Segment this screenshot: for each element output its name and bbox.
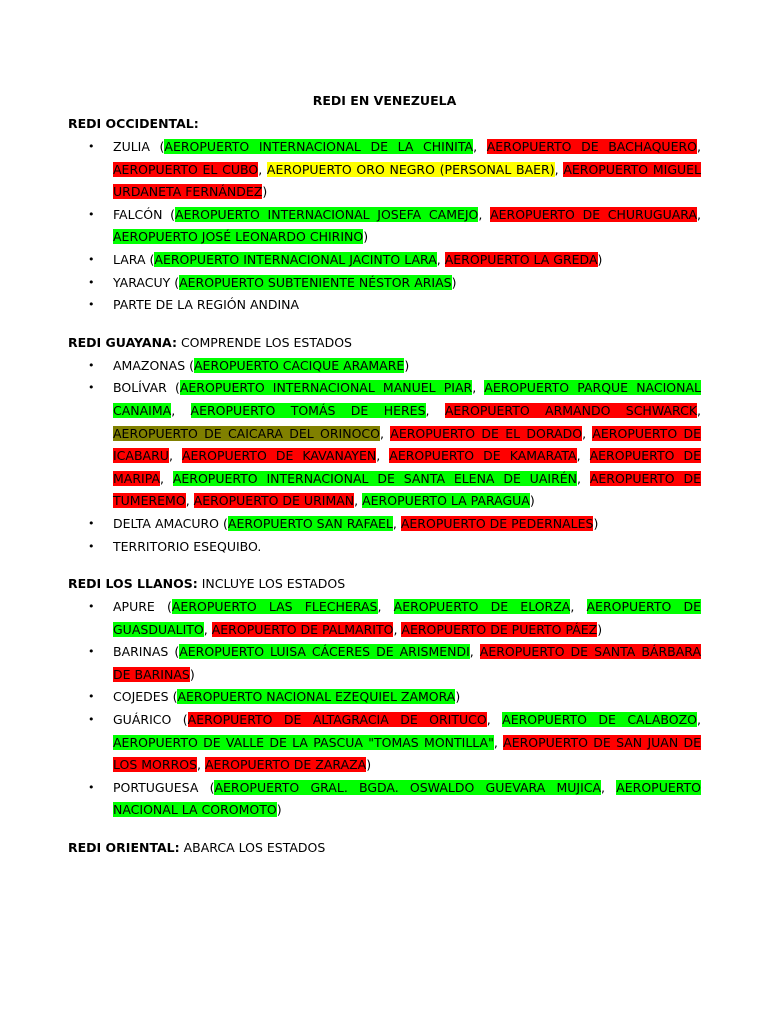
- state-name: BARINAS: [113, 644, 169, 660]
- airport-name: AEROPUERTO INTERNACIONAL JOSEFA CAMEJO: [175, 206, 479, 222]
- airport-name: AEROPUERTO SAN RAFAEL: [227, 515, 393, 531]
- airport-name: AEROPUERTO NACIONAL LA COROMOTO: [113, 779, 701, 818]
- airport-name: AEROPUERTO DE PALMARITO: [211, 621, 394, 637]
- airport-name: AEROPUERTO INTERNACIONAL DE SANTA ELENA DE UAIRÉN: [172, 470, 577, 486]
- state-list-item: • AMAZONAS (AEROPUERTO CACIQUE ARAMARE): [68, 355, 701, 378]
- section-heading: [68, 839, 701, 856]
- airport-name: AEROPUERTO LAS FLECHERAS: [171, 599, 378, 615]
- airport-name: AEROPUERTO SUBTENIENTE NÉSTOR ARIAS: [179, 274, 452, 290]
- airport-name: AEROPUERTO DE ELORZA: [393, 599, 571, 615]
- bullet-icon: •: [88, 645, 95, 659]
- state-name: GUÁRICO: [113, 712, 172, 728]
- airport-name: AEROPUERTO LUISA CÁCERES DE ARISMENDI: [179, 644, 470, 660]
- section-heading: [68, 575, 701, 592]
- airport-name: AEROPUERTO DE BACHAQUERO: [486, 139, 698, 154]
- state-list-item: • LARA (AEROPUERTO INTERNACIONAL JACINTO LARA, AEROPUERTO LA GREDA): [68, 249, 701, 272]
- bullet-icon: •: [88, 539, 95, 553]
- bullet-icon: •: [88, 780, 95, 794]
- state-list-item: • YARACUY (AEROPUERTO SUBTENIENTE NÉSTOR ARIAS): [68, 272, 701, 295]
- airport-name: AEROPUERTO DE CHURUGUARA: [490, 206, 698, 222]
- section-heading-subtitle: COMPRENDE LOS ESTADOS: [180, 334, 352, 350]
- state-list: [68, 355, 701, 558]
- airport-name: AEROPUERTO DE VALLE DE LA PASCUA "TOMAS MONTILLA": [113, 734, 494, 750]
- state-name: AMAZONAS: [113, 357, 186, 373]
- state-list-item: • COJEDES (AEROPUERTO NACIONAL EZEQUIEL ZAMORA): [68, 686, 701, 709]
- airport-name: AEROPUERTO DE MARIPA: [113, 448, 701, 486]
- airport-name: AEROPUERTO DE PEDERNALES: [400, 515, 594, 531]
- airport-name: AEROPUERTO DE PUERTO PÁEZ: [401, 621, 598, 637]
- section-heading-label: REDI ORIENTAL:: [68, 840, 180, 856]
- state-list: [68, 136, 701, 317]
- airport-name: AEROPUERTO INTERNACIONAL DE LA CHINITA: [164, 139, 474, 154]
- section-heading-subtitle: ABARCA LOS ESTADOS: [183, 840, 326, 856]
- airport-name: AEROPUERTO INTERNACIONAL MANUEL PIAR: [179, 380, 473, 396]
- airport-name: AEROPUERTO DE ALTAGRACIA DE ORITUCO: [187, 712, 487, 728]
- airport-name: AEROPUERTO DE CAICARA DEL ORINOCO: [113, 425, 380, 441]
- bullet-icon: •: [88, 140, 95, 153]
- state-list-item: • DELTA AMACURO (AEROPUERTO SAN RAFAEL, AEROPUERTO DE PEDERNALES): [68, 513, 701, 536]
- redi-section: [68, 334, 701, 558]
- state-name: PARTE DE LA REGIÓN ANDINA: [113, 297, 300, 313]
- airport-name: AEROPUERTO JOSÉ LEONARDO CHIRINO: [113, 229, 364, 245]
- bullet-icon: •: [88, 275, 95, 289]
- airport-name: AEROPUERTO DE SAN JUAN DE LOS MORROS: [113, 734, 702, 773]
- state-name: LARA: [113, 251, 146, 267]
- state-list-item: • GUÁRICO (AEROPUERTO DE ALTAGRACIA DE ORITUCO, AEROPUERTO DE CALABOZO, AEROPUERTO DE VALLE DE LA PASCUA "TOMAS MONTILLA", AEROPUERTO DE SAN JUAN DE LOS MORROS, AEROPUERTO DE ZARAZA): [68, 709, 701, 777]
- airport-name: AEROPUERTO CACIQUE ARAMARE: [194, 357, 405, 373]
- state-name: FALCÓN: [113, 206, 163, 222]
- airport-name: AEROPUERTO ORO NEGRO (PERSONAL BAER): [266, 161, 555, 177]
- bullet-icon: •: [88, 690, 95, 704]
- airport-name: AEROPUERTO INTERNACIONAL JACINTO LARA: [154, 251, 437, 267]
- document-page: [68, 92, 701, 873]
- bullet-icon: •: [88, 358, 95, 372]
- airport-name: AEROPUERTO DE CALABOZO: [502, 712, 698, 728]
- airport-name: AEROPUERTO LA PARAGUA: [362, 493, 530, 509]
- section-heading-label: REDI GUAYANA:: [68, 334, 177, 350]
- state-list-item: • FALCÓN (AEROPUERTO INTERNACIONAL JOSEFA CAMEJO, AEROPUERTO DE CHURUGUARA, AEROPUERTO JOSÉ LEONARDO CHIRINO): [68, 204, 701, 249]
- state-name: PORTUGUESA: [113, 779, 199, 795]
- bullet-icon: •: [88, 381, 95, 395]
- airport-name: AEROPUERTO TOMÁS DE HERES: [190, 402, 426, 418]
- airport-name: AEROPUERTO EL CUBO: [113, 161, 259, 177]
- airport-name: AEROPUERTO DE GUASDUALITO: [113, 599, 701, 637]
- state-list-item: • BARINAS (AEROPUERTO LUISA CÁCERES DE ARISMENDI, AEROPUERTO DE SANTA BÁRBARA DE BARINAS): [68, 641, 701, 686]
- airport-name: AEROPUERTO DE TUMEREMO: [113, 470, 701, 509]
- state-list: [68, 596, 701, 822]
- bullet-icon: •: [88, 600, 95, 614]
- state-name: BOLÍVAR: [113, 380, 167, 396]
- state-list-item: • ZULIA (AEROPUERTO INTERNACIONAL DE LA CHINITA, AEROPUERTO DE BACHAQUERO, AEROPUERTO EL CUBO, AEROPUERTO ORO NEGRO (PERSONAL BAER), AEROPUERTO MIGUEL URDANETA FERNÁNDEZ): [68, 136, 701, 204]
- airport-name: AEROPUERTO MIGUEL URDANETA FERNÁNDEZ: [113, 161, 702, 200]
- airport-name: AEROPUERTO DE SANTA BÁRBARA DE BARINAS: [113, 644, 702, 682]
- state-name: ZULIA: [113, 139, 150, 154]
- airport-name: AEROPUERTO DE EL DORADO: [390, 425, 583, 441]
- bullet-icon: •: [88, 252, 95, 266]
- state-name: TERRITORIO ESEQUIBO.: [113, 538, 262, 554]
- state-name: DELTA AMACURO: [113, 515, 220, 531]
- bullet-icon: •: [88, 516, 95, 530]
- section-heading-label: REDI OCCIDENTAL:: [68, 116, 199, 131]
- sections-container: [68, 115, 701, 856]
- section-heading: [68, 115, 701, 132]
- state-name: COJEDES: [113, 689, 169, 705]
- redi-section: [68, 839, 701, 856]
- state-name: APURE: [113, 599, 155, 615]
- airport-name: AEROPUERTO DE ICABARU: [113, 425, 701, 464]
- airport-name: AEROPUERTO PARQUE NACIONAL CANAIMA: [113, 380, 701, 418]
- bullet-icon: •: [88, 713, 95, 727]
- section-heading-subtitle: INCLUYE LOS ESTADOS: [201, 576, 346, 592]
- redi-section: [68, 115, 701, 317]
- redi-section: [68, 575, 701, 822]
- airport-name: AEROPUERTO DE KAVANAYEN: [181, 448, 377, 464]
- bullet-icon: •: [88, 298, 95, 312]
- airport-name: AEROPUERTO LA GREDA: [444, 251, 598, 267]
- section-heading: [68, 334, 701, 351]
- airport-name: AEROPUERTO GRAL. BGDA. OSWALDO GUEVARA MUJICA: [214, 779, 602, 795]
- document-title: REDI EN VENEZUELA: [312, 93, 457, 108]
- state-list-item: [68, 294, 701, 317]
- airport-name: AEROPUERTO NACIONAL EZEQUIEL ZAMORA: [177, 689, 456, 705]
- airport-name: AEROPUERTO DE URIMAN: [193, 493, 355, 509]
- state-list-item: • APURE (AEROPUERTO LAS FLECHERAS, AEROPUERTO DE ELORZA, AEROPUERTO DE GUASDUALITO, AEROPUERTO DE PALMARITO, AEROPUERTO DE PUERTO PÁEZ): [68, 596, 701, 641]
- section-heading-label: REDI LOS LLANOS:: [68, 576, 198, 592]
- state-list-item: [68, 536, 701, 559]
- bullet-icon: •: [88, 207, 95, 221]
- airport-name: AEROPUERTO ARMANDO SCHWARCK: [444, 402, 698, 418]
- state-list-item: • BOLÍVAR (AEROPUERTO INTERNACIONAL MANUEL PIAR, AEROPUERTO PARQUE NACIONAL CANAIMA, AEROPUERTO TOMÁS DE HERES, AEROPUERTO ARMANDO SCHWARCK, AEROPUERTO DE CAICARA DEL ORINOCO, AEROPUERTO DE EL DORADO, AEROPUERTO DE ICABARU, AEROPUERTO DE KAVANAYEN, AEROPUERTO DE KAMARATA, AEROPUERTO DE MARIPA, AEROPUERTO INTERNACIONAL DE SANTA ELENA DE UAIRÉN, AEROPUERTO DE TUMEREMO, AEROPUERTO DE URIMAN, AEROPUERTO LA PARAGUA): [68, 377, 701, 513]
- airport-name: AEROPUERTO DE KAMARATA: [389, 448, 577, 464]
- state-list-item: • PORTUGUESA (AEROPUERTO GRAL. BGDA. OSWALDO GUEVARA MUJICA, AEROPUERTO NACIONAL LA COROMOTO): [68, 777, 701, 822]
- state-name: YARACUY: [113, 274, 171, 290]
- airport-name: AEROPUERTO DE ZARAZA: [205, 757, 367, 773]
